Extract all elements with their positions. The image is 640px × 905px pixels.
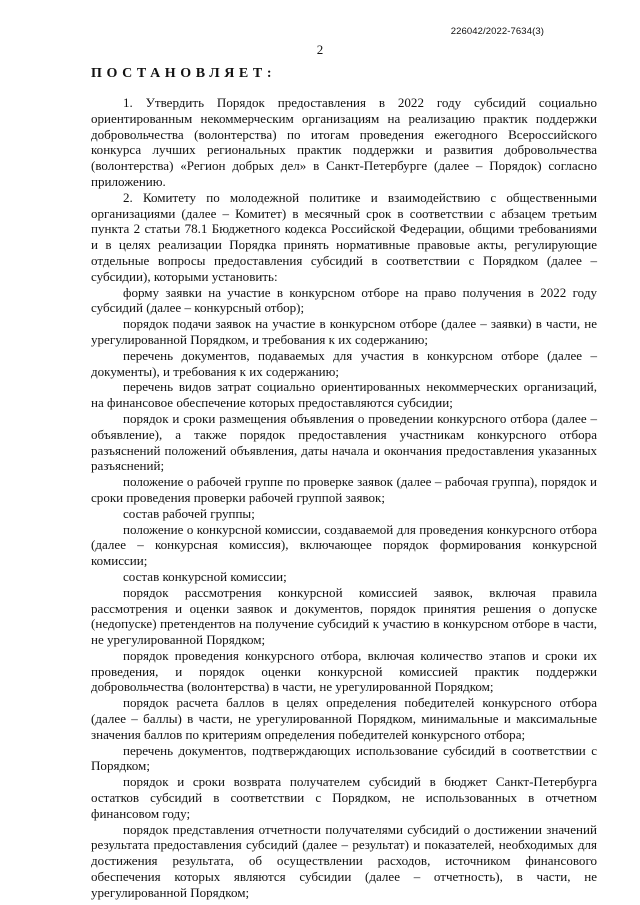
document-body	[91, 95, 597, 901]
paragraph-5: перечень документов, подаваемых для участия в конкурсном отборе (далее – документы), и требования к их содержанию;	[91, 347, 597, 379]
page-number: 2	[316, 42, 324, 57]
paragraph-14: порядок расчета баллов в целях определения победителей конкурсного отбора (далее – баллы) в части, не урегулированной Порядком, минимальные и максимальные значения баллов по критериям определения победителей конкурсного отбора;	[91, 695, 597, 742]
paragraph-9: состав рабочей группы;	[123, 505, 255, 521]
paragraph-1: 1. Утвердить Порядок предоставления в 2022 году субсидий социально ориентированным некоммерческим организациям на реализацию практик поддержки добровольчества (волонтерства) по итогам проведения ежегодного Всероссийского конкурса лучших региональных практик поддержки и развития добровольчества (волонтерства) «Регион добрых дел» в Санкт-Петербурге (далее – Порядок) согласно приложению.	[91, 95, 597, 189]
paragraph-4: порядок подачи заявок на участие в конкурсном отборе (далее – заявки) в части, не урегулированной Порядком, и требования к их содержанию;	[91, 316, 597, 347]
paragraph-13: порядок проведения конкурсного отбора, включая количество этапов и сроки их проведения, и порядок оценки конкурсной комиссией практик поддержки добровольчества (волонтерства) в части, не урегулированной Порядком;	[91, 647, 597, 695]
paragraph-15: перечень документов, подтверждающих использование субсидий в соответствии с Порядком;	[91, 742, 597, 774]
paragraph-11: состав конкурсной комиссии;	[123, 568, 287, 584]
paragraph-7: порядок и сроки размещения объявления о проведении конкурсного отбора (далее – объявление), а также порядок предоставления участникам конкурсного отбора разъяснений положений объявления, даты начала и окончания предоставления указанных разъяснений;	[91, 410, 597, 474]
paragraph-10: положение о конкурсной комиссии, создаваемой для проведения конкурсного отбора (далее – конкурсная комиссия), включающее порядок формирования конкурсной комиссии;	[91, 521, 597, 569]
paragraph-8: положение о рабочей группе по проверке заявок (далее – рабочая группа), порядок и сроки проведения проверки рабочей группой заявок;	[91, 474, 597, 505]
paragraph-6: перечень видов затрат социально ориентированных некоммерческих организаций, на финансовое обеспечение которых предоставляются субсидии;	[91, 379, 597, 411]
paragraph-12: порядок рассмотрения конкурсной комиссией заявок, включая правила рассмотрения и оценки заявок и документов, порядок принятия решения о допуске (недопуске) претендентов на получение субсидий к участию в конкурсном отборе в части, не урегулированной Порядком;	[91, 584, 597, 648]
paragraph-16: порядок и сроки возврата получателем субсидий в бюджет Санкт-Петербурга остатков субсидий в соответствии с Порядком, не использованных в отчетном финансовом году;	[91, 774, 597, 821]
paragraph-2: 2. Комитету по молодежной политике и взаимодействию с общественными организациями (далее – Комитет) в месячный срок в соответствии с абзацем третьим пункта 2 статьи 78.1 Бюджетного кодекса Российской Федерации, общими требованиями и в целях реализации Порядка принять нормативные правовые акты, регулирующие отдельные вопросы предоставления субсидий в соответствии с Порядком (далее – субсидии), которыми установить:	[91, 189, 597, 284]
resolution-heading: ПОСТАНОВЛЯЕТ:	[91, 66, 277, 81]
document-id: 226042/2022-7634(3)	[450, 26, 544, 37]
paragraph-17: порядок представления отчетности получателями субсидий о достижении значений результата предоставления субсидий (далее – результат) и показателей, необходимых для достижения результата, об осуществлении расходов, источником финансового обеспечения которых являются субсидии (далее – отчетность), в части, не урегулированной Порядком;	[91, 821, 597, 900]
paragraph-3: форму заявки на участие в конкурсном отборе на право получения в 2022 году субсидий (далее – конкурсный отбор);	[91, 284, 597, 316]
